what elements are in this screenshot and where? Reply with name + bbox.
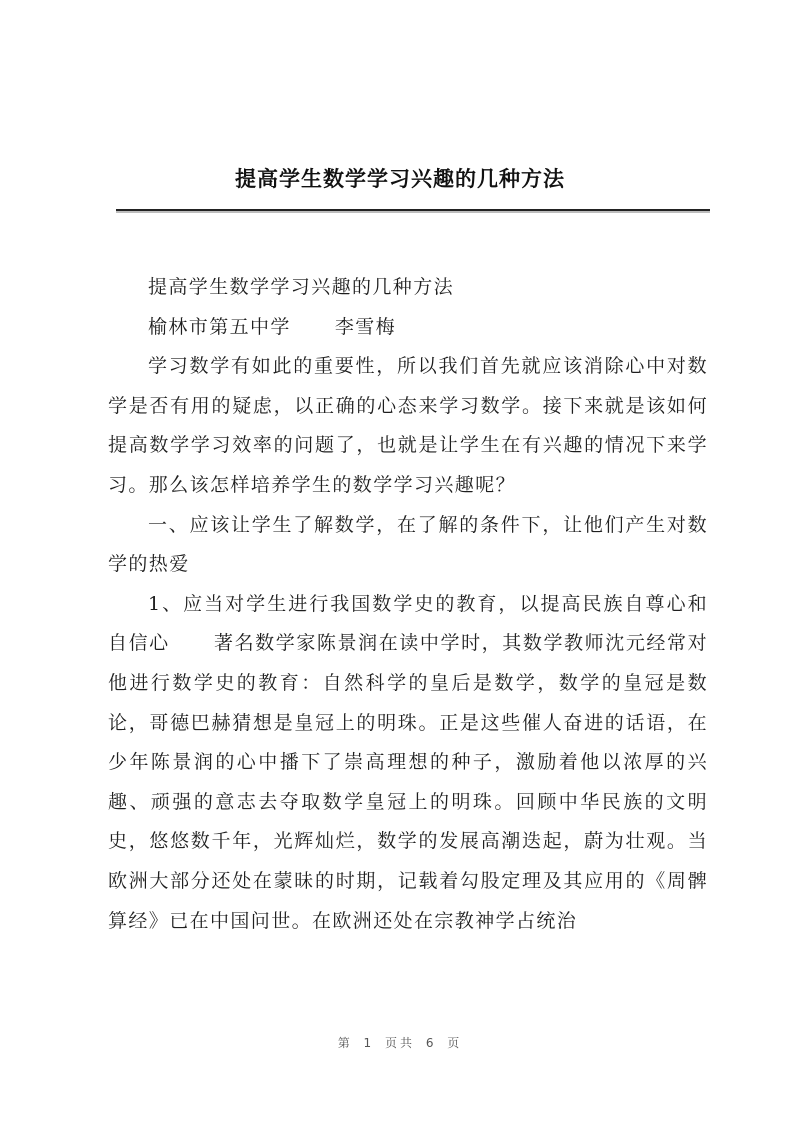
paragraph: 一、应该让学生了解数学，在了解的条件下，让他们产生对数学的热爱 — [108, 513, 708, 576]
title-divider — [116, 209, 710, 211]
document-body — [108, 268, 708, 941]
author-school: 榆林市第五中学 — [148, 315, 291, 338]
subtitle-line — [108, 268, 708, 308]
page-footer: 第 1 页共 6 页 — [337, 1036, 463, 1050]
paragraph: 学习数学有如此的重要性，所以我们首先就应该消除心中对数学是否有用的疑虑，以正确的心态来学习数学。接下来就是该如何提高数学学习效率的问题了，也就是让学生在有兴趣的情况下来学习。那么该怎样培养学生的数学学习兴趣呢？ — [108, 355, 708, 496]
author-name: 李雪梅 — [334, 315, 397, 338]
document-title: 提高学生数学学习兴趣的几种方法 — [235, 166, 565, 191]
author-line — [108, 308, 708, 348]
subtitle: 提高学生数学学习兴趣的几种方法 — [148, 276, 455, 298]
section-heading: 1、应当对学生进行我国数学史的教育，以提高民族自尊心和自信心 — [108, 592, 708, 655]
section-text: 著名数学家陈景润在读中学时，其数学教师沈元经常对他进行数学史的教育：自然科学的皇后是数学，数学的皇冠是数论，哥德巴赫猜想是皇冠上的明珠。正是这些催人奋进的话语，在少年陈景润的心中播下了崇高理想的种子，激励着他以浓厚的兴趣、顽强的意志去夺取数学皇冠上的明珠。回顾中华民族的文明史，悠悠数千年，光辉灿烂，数学的发展高潮迭起，蔚为壮观。当欧洲大部分还处在蒙昧的时期，记载着勾股定理及其应用的《周髀算经》已在中国问世。在欧洲还处在宗教神学占统治 — [108, 632, 708, 932]
section-paragraph — [108, 585, 708, 941]
